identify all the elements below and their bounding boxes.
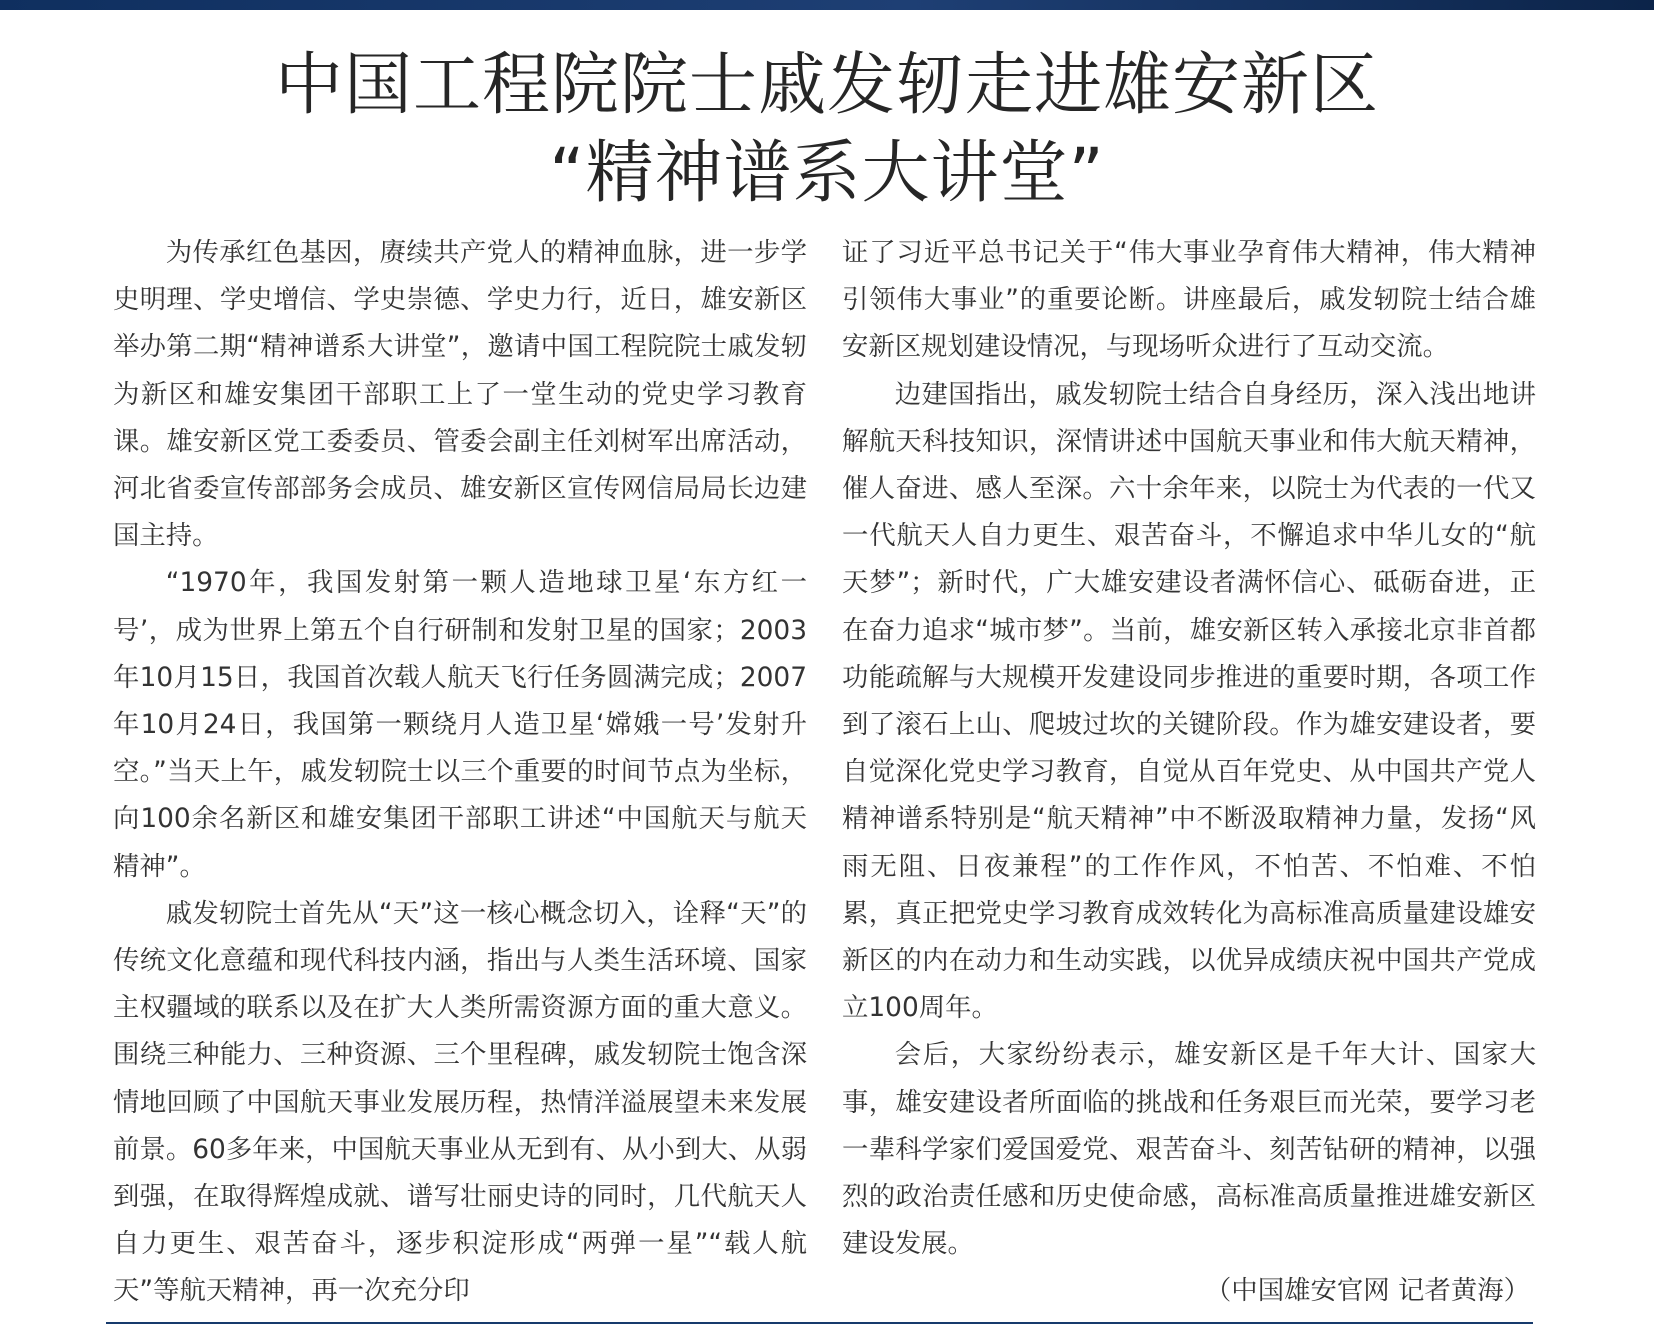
article-left-column <box>113 229 807 1315</box>
paragraph-conclusion: 会后，大家纷纷表示，雄安新区是千年大计、国家大事，雄安建设者所面临的挑战和任务艰巨而光荣，要学习老一辈科学家们爱国爱党、艰苦奋斗、刻苦钻研的精神，以强烈的政治责任感和历史使命感，高标准高质量推进雄安新区建设发展。 <box>842 1039 1536 1260</box>
paragraph-lecture-continued: 证了习近平总书记关于“伟大事业孕育伟大精神，伟大精神引领伟大事业”的重要论断。讲座最后，戚发轫院士结合雄安新区规划建设情况，与现场听众进行了互动交流。 <box>842 237 1536 363</box>
bottom-divider <box>106 1322 1533 1324</box>
byline-credit: （中国雄安官网 记者黄海） <box>1204 1275 1530 1307</box>
headline-line-1: 中国工程院院士戚发轫走进雄安新区 <box>274 46 1379 125</box>
headline <box>0 42 1654 218</box>
paragraph-milestones: “1970年，我国发射第一颗人造地球卫星‘东方红一号’，成为世界上第五个自行研制和发射卫星的国家；2003年10月15日，我国首次载人航天飞行任务圆满完成；2007年10月24日，我国第一颗绕月人造卫星‘嫦娥一号’发射升空。”当天上午，戚发轫院士以三个重要的时间节点为坐标，向100余名新区和雄安集团干部职工讲述“中国航天与航天精神”。 <box>113 567 807 882</box>
paragraph-intro: 为传承红色基因，赓续共产党人的精神血脉，进一步学史明理、学史增信、学史崇德、学史力行，近日，雄安新区举办第二期“精神谱系大讲堂”，邀请中国工程院院士戚发轫为新区和雄安集团干部职工上了一堂生动的党史学习教育课。雄安新区党工委委员、管委会副主任刘树军出席活动，河北省委宣传部部务会成员、雄安新区宣传网信局局长边建国主持。 <box>113 237 807 552</box>
article-right-column <box>842 229 1536 1315</box>
headline-line-2: “精神谱系大讲堂” <box>549 134 1105 213</box>
top-banner-bar <box>0 0 1654 10</box>
paragraph-lecture: 戚发轫院士首先从“天”这一核心概念切入，诠释“天”的传统文化意蕴和现代科技内涵，指出与人类生活环境、国家主权疆域的联系以及在扩大人类所需资源方面的重大意义。围绕三种能力、三种资源、三个里程碑，戚发轫院士饱含深情地回顾了中国航天事业发展历程，热情洋溢展望未来发展前景。60多年来，中国航天事业从无到有、从小到大、从弱到强，在取得辉煌成就、谱写壮丽史诗的同时，几代航天人自力更生、艰苦奋斗，逐步积淀形成“两弹一星”“载人航天”等航天精神，再一次充分印 <box>113 897 807 1307</box>
paragraph-host-remarks: 边建国指出，戚发轫院士结合自身经历，深入浅出地讲解航天科技知识，深情讲述中国航天事业和伟大航天精神，催人奋进、感人至深。六十余年来，以院士为代表的一代又一代航天人自力更生、艰苦奋斗，不懈追求中华儿女的“航天梦”；新时代，广大雄安建设者满怀信心、砥砺奋进，正在奋力追求“城市梦”。当前，雄安新区转入承接北京非首都功能疏解与大规模开发建设同步推进的重要时期，各项工作到了滚石上山、爬坡过坎的关键阶段。作为雄安建设者，要自觉深化党史学习教育，自觉从百年党史、从中国共产党人精神谱系特别是“航天精神”中不断汲取精神力量，发扬“风雨无阻、日夜兼程”的工作作风，不怕苦、不怕难、不怕累，真正把党史学习教育成效转化为高标准高质量建设雄安新区的内在动力和生动实践，以优异成绩庆祝中国共产党成立100周年。 <box>842 378 1536 1024</box>
